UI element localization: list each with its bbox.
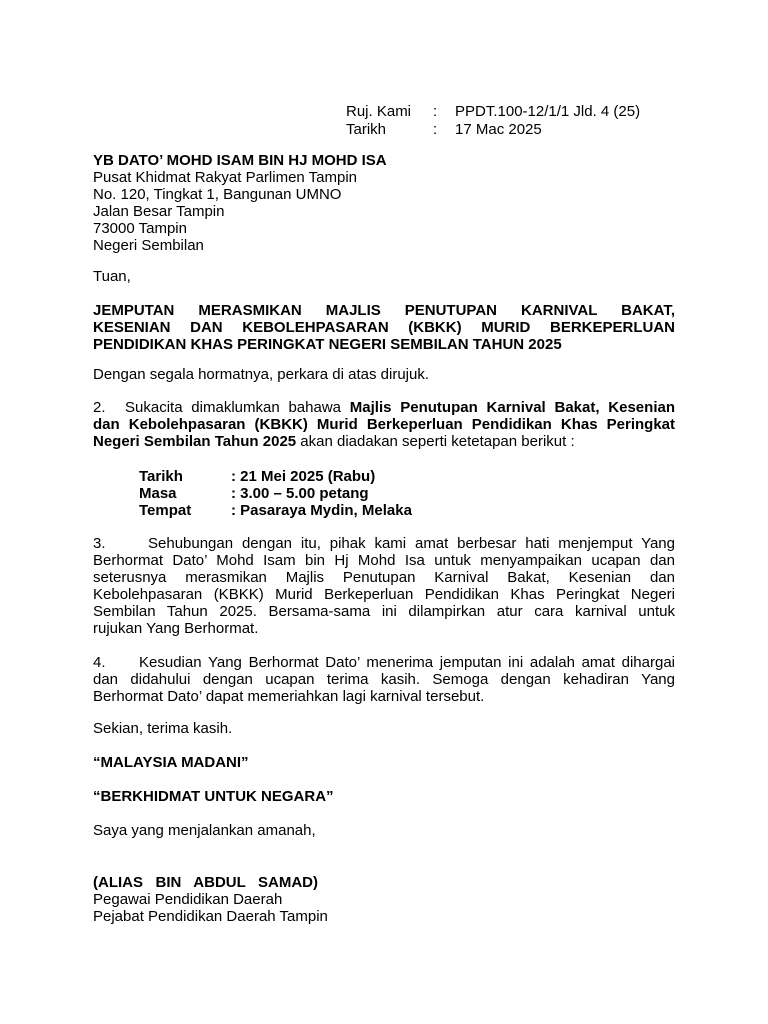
paragraph-line: rujukan Yang Berhormat.	[93, 620, 259, 637]
detail-label: Tempat	[139, 502, 192, 519]
address-line: No. 120, Tingkat 1, Bangunan UMNO	[93, 186, 342, 203]
paragraph-text: Sukacita dimaklumkan bahawa	[125, 399, 350, 416]
address-line: Pusat Khidmat Rakyat Parlimen Tampin	[93, 169, 358, 186]
signatory-title: Pegawai Pendidikan Daerah	[93, 891, 283, 908]
detail-row	[139, 485, 412, 502]
reference-value: PPDT.100-12/1/1 Jld. 4 (25)	[455, 103, 641, 120]
event-name: Negeri Sembilan Tahun 2025	[93, 433, 297, 450]
opening-line: Dengan segala hormatnya, perkara di atas dirujuk.	[93, 366, 430, 383]
event-name: dan Kebolehpasaran (KBKK) Murid Berkeperluan Pendidikan Khas Peringkat	[93, 416, 675, 433]
detail-label: Tarikh	[139, 468, 183, 485]
paragraph-4	[93, 654, 675, 705]
paragraph-text: Sehubungan dengan itu, pihak kami amat berbesar hati menjemput Yang	[148, 535, 675, 552]
paragraph-line: Berhormat Dato’ Mohd Isam bin Hj Mohd Isa untuk menyampaikan ucapan dan	[93, 552, 675, 569]
detail-row	[139, 468, 412, 485]
reference-block	[346, 103, 640, 139]
paragraph-line: Berhormat Dato’ dapat memeriahkan lagi karnival tersebut.	[93, 688, 485, 705]
reference-label: Ruj. Kami	[346, 103, 412, 120]
paragraph-line: seterusnya merasmikan Majlis Penutupan Karnival Bakat, Kesenian dan	[93, 569, 675, 586]
paragraph-line	[93, 654, 675, 671]
detail-row	[139, 502, 412, 519]
detail-label: Masa	[139, 485, 177, 502]
recipient-name: YB DATO’ MOHD ISAM BIN HJ MOHD ISA	[93, 152, 387, 169]
detail-value: : Pasaraya Mydin, Melaka	[231, 502, 412, 519]
address-line: 73000 Tampin	[93, 220, 187, 237]
paragraph-line: dan didahului dengan ucapan terima kasih. Semoga dengan kehadiran Yang	[93, 671, 675, 688]
date-colon: :	[433, 121, 438, 138]
closing-line: Sekian, terima kasih.	[93, 720, 233, 737]
paragraph-3	[93, 535, 675, 637]
paragraph-text: akan diadakan seperti ketetapan berikut :	[296, 433, 575, 450]
signatory-name: (ALIAS BIN ABDUL SAMAD)	[93, 874, 318, 891]
subject-heading	[93, 302, 675, 353]
paragraph-number: 4.	[93, 654, 106, 671]
subject-line: JEMPUTAN MERASMIKAN MAJLIS PENUTUPAN KARNIVAL BAKAT,	[93, 302, 675, 319]
subject-line: PENDIDIKAN KHAS PERINGKAT NEGERI SEMBILAN TAHUN 2025	[93, 336, 562, 353]
recipient-address	[93, 152, 387, 254]
paragraph-number: 3.	[93, 535, 106, 552]
date-label: Tarikh	[346, 121, 387, 138]
reference-row	[346, 103, 640, 121]
paragraph-2	[93, 399, 675, 450]
detail-value: : 3.00 – 5.00 petang	[231, 485, 369, 502]
paragraph-text: Kesudian Yang Berhormat Dato’ menerima jemputan ini adalah amat dihargai	[139, 654, 675, 671]
paragraph-number: 2.	[93, 399, 106, 416]
event-details	[139, 468, 412, 519]
paragraph-line	[93, 433, 675, 450]
paragraph-line: Kebolehpasaran (KBKK) Murid Berkeperluan Pendidikan Khas Peringkat Negeri	[93, 586, 675, 603]
reference-colon: :	[433, 103, 438, 120]
address-line: Jalan Besar Tampin	[93, 203, 225, 220]
event-name: Majlis Penutupan Karnival Bakat, Kesenian	[349, 399, 675, 416]
address-line: Negeri Sembilan	[93, 237, 204, 254]
detail-value: : 21 Mei 2025 (Rabu)	[231, 468, 376, 485]
paragraph-line: Sembilan Tahun 2025. Bersama-sama ini dilampirkan atur cara karnival untuk	[93, 603, 675, 620]
paragraph-line	[93, 399, 675, 416]
paragraph-line	[93, 535, 675, 552]
signatory-block	[93, 874, 675, 925]
signatory-office: Pejabat Pendidikan Daerah Tampin	[93, 908, 328, 925]
salutation: Tuan,	[93, 268, 131, 285]
subject-line: KESENIAN DAN KEBOLEHPASARAN (KBKK) MURID BERKEPERLUAN	[93, 319, 675, 336]
signoff-line: Saya yang menjalankan amanah,	[93, 822, 316, 839]
motto-berkhidmat: “BERKHIDMAT UNTUK NEGARA”	[93, 788, 334, 805]
motto-madani: “MALAYSIA MADANI”	[93, 754, 249, 771]
date-row	[346, 121, 640, 139]
date-value: 17 Mac 2025	[455, 121, 542, 138]
